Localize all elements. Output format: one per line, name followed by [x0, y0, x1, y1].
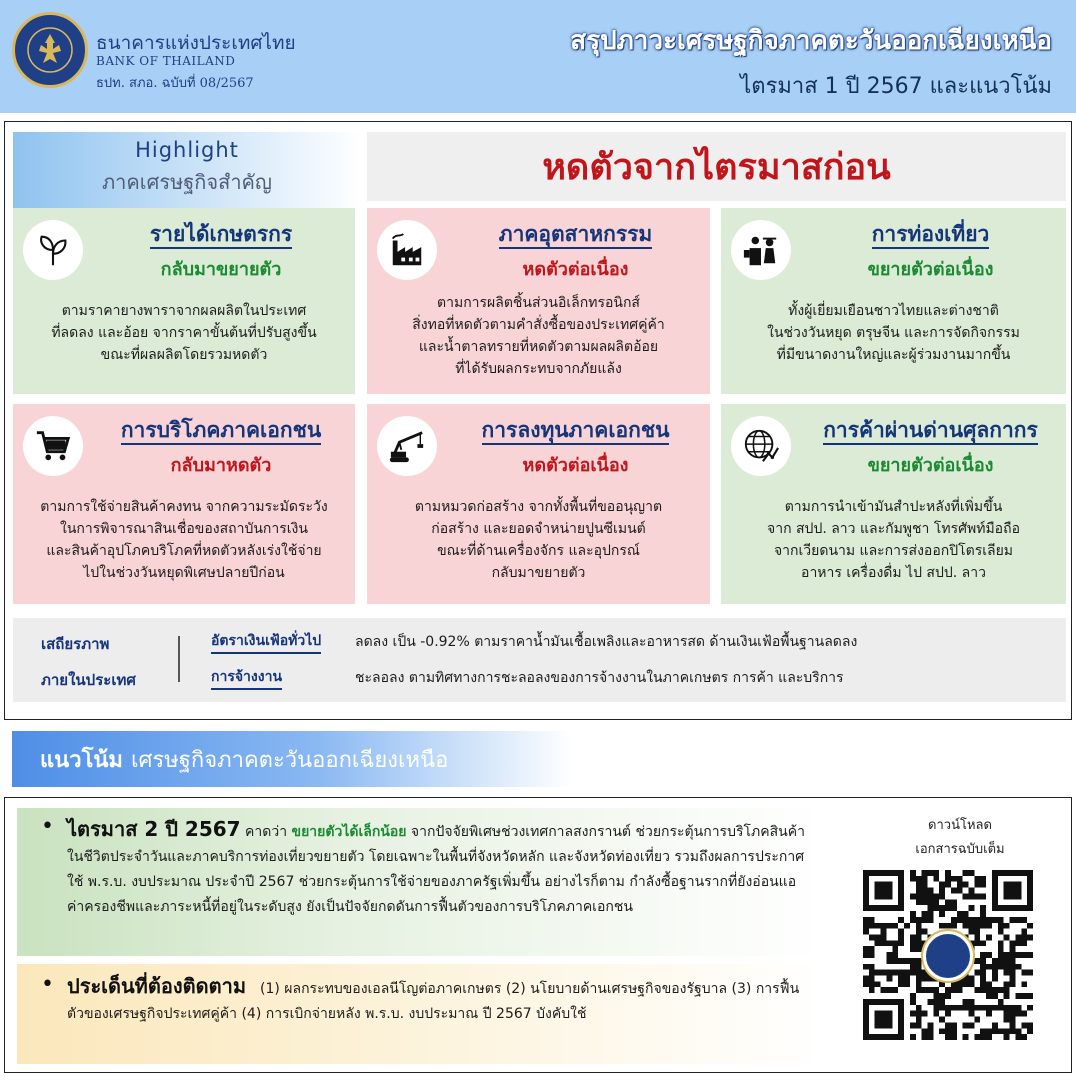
stability-label-line1: เสถียรภาพ: [41, 635, 110, 653]
domestic-stability-box: [13, 618, 1066, 702]
card-title: [447, 414, 704, 447]
tourist-icon: [731, 220, 791, 280]
card-private-investment: [367, 404, 710, 604]
outlook-q2-pre: คาดว่า: [240, 824, 292, 840]
card-body-line: ที่ได้รับผลกระทบจากภัยแล้ง: [455, 361, 622, 377]
document-number: ธปท. สภอ. ฉบับที่ 08/2567: [96, 76, 254, 91]
card-industry: [367, 208, 710, 394]
employment-label: การจ้างงาน: [211, 666, 282, 690]
inflation-text: ลดลง เป็น -0.92% ตามราคาน้ำมันเชื้อเพลิงและอาหารสด ด้านเงินเฟ้อพื้นฐานลดลง: [355, 634, 858, 650]
outlook-watch-text: [67, 974, 807, 1027]
card-body-line: ตามการใช้จ่ายสินค้าคงทน จากความระมัดระวัง: [40, 499, 328, 515]
card-body: [19, 300, 349, 366]
card-body: [373, 496, 704, 584]
card-title-text: การบริโภคภาคเอกชน: [121, 418, 321, 445]
outlook-heading-rest: เศรษฐกิจภาคตะวันออกเฉียงเหนือ: [130, 747, 449, 773]
download-label-line1: ดาวน์โหลด: [928, 818, 992, 833]
highlight-label-th: ภาคเศรษฐกิจสำคัญ: [102, 170, 272, 194]
card-body: [727, 300, 1060, 366]
card-title-text: รายได้เกษตรกร: [150, 222, 292, 249]
card-body: [727, 496, 1060, 584]
card-status: กลับมาขยายตัว: [160, 259, 282, 280]
highlight-label: [13, 132, 361, 208]
inflation-label: อัตราเงินเฟ้อทั่วไป: [211, 630, 321, 654]
card-tourism: [721, 208, 1066, 394]
card-body-line: และสินค้าอุปโภคบริโภคที่หดตัวหลังเร่งใช้จ่าย: [46, 543, 322, 559]
card-title: [801, 218, 1060, 251]
card-body-line: ขณะที่ด้านเครื่องจักร และอุปกรณ์: [437, 543, 640, 559]
outlook-watch-head: ประเด็นที่ต้องติดตาม: [67, 974, 247, 998]
card-status: ขยายตัวต่อเนื่อง: [867, 259, 994, 280]
page-subtitle: ไตรมาส 1 ปี 2567 และแนวโน้ม: [740, 74, 1052, 99]
card-body-line: สิ่งทอที่หดตัวตามคำสั่งซื้อของประเทศคู่ค้า: [412, 317, 665, 333]
card-body-line: ทั้งผู้เยี่ยมเยือนชาวไทยและต่างชาติ: [788, 303, 999, 319]
garuda-emblem-icon: [25, 25, 75, 75]
card-title: [447, 218, 704, 251]
outlook-watch-box: [17, 964, 823, 1064]
outlook-q2-head: ไตรมาส 2 ปี 2567: [67, 817, 241, 841]
card-body-line: ตามหมวดก่อสร้าง จากทั้งพื้นที่ขออนุญาต: [414, 499, 663, 515]
outlook-q2-text: [67, 817, 807, 920]
card-title-text: การลงทุนภาคเอกชน: [482, 418, 670, 445]
card-body-line: ตามการนำเข้ามันสำปะหลังที่เพิ่มขึ้น: [784, 499, 1003, 515]
shopping-cart-icon: [23, 416, 83, 476]
card-body-line: ที่ลดลง และอ้อย จากราคาขั้นต้นที่ปรับสูงขึ้น: [51, 325, 317, 341]
factory-icon: [377, 220, 437, 280]
card-title-text: ภาคอุตสาหกรรม: [499, 222, 653, 249]
bank-name-thai: ธนาคารแห่งประเทศไทย: [96, 32, 296, 54]
crane-icon: [377, 416, 437, 476]
card-status: หดตัวต่อเนื่อง: [522, 455, 629, 476]
bank-name-english: BANK OF THAILAND: [96, 54, 236, 68]
card-title: [801, 414, 1060, 447]
outlook-q2-body: จากปัจจัยพิเศษช่วงเทศกาลสงกรานต์ ช่วยกระตุ้นการบริโภคสินค้าในชีวิตประจำวันและภาคบริการท่องเที่ยวขยายตัว โดยเฉพาะในพื้นที่จังหวัดหลัก และจังหวัดท่องเที่ยว รวมถึงผลการประกาศใช้ พ.ร.บ. งบประมาณ ประจำปี 2567 ช่วยกระตุ้นการใช้จ่ายของภาครัฐเพิ่มขึ้น อย่างไรก็ตาม กำลังซื้อฐานรากที่ยังอ่อนแอ ค่าครองชีพและภาระหนี้ที่อยู่ในระดับสูง ยังเป็นปัจจัยกดดันการฟื้นตัวของการบริโภคภาคเอกชน: [67, 824, 805, 915]
card-status: หดตัวต่อเนื่อง: [522, 259, 629, 280]
divider: [178, 636, 180, 682]
card-title-text: การค้าผ่านด่านศุลกากร: [823, 418, 1038, 445]
card-body-line: จากเวียดนาม และการส่งออกปิโตรเลียม: [773, 543, 1014, 559]
outlook-heading: [12, 731, 572, 787]
highlight-panel: [4, 121, 1072, 720]
card-body-line: ที่มีขนาดงานใหญ่และผู้ร่วมงานมากขึ้น: [776, 347, 1011, 363]
globe-trade-icon: [731, 416, 791, 476]
card-private-consumption: [13, 404, 355, 604]
card-title: [93, 414, 349, 447]
bullet: •: [41, 972, 54, 997]
card-body-line: จาก สปป. ลาว และกัมพูชา โทรศัพท์มือถือ: [767, 521, 1020, 537]
card-farm-income: [13, 208, 355, 394]
plant-icon: [23, 220, 83, 280]
card-status: กลับมาหดตัว: [170, 455, 272, 476]
highlight-label-en: Highlight: [135, 138, 239, 162]
card-body-line: กลับมาขยายตัว: [491, 565, 586, 581]
card-body: [373, 292, 704, 380]
outlook-panel: [4, 797, 1072, 1073]
card-status: ขยายตัวต่อเนื่อง: [867, 455, 994, 476]
card-body-line: อาหาร เครื่องดื่ม ไป สปป. ลาว: [801, 565, 986, 581]
highlight-banner: [367, 132, 1066, 201]
download-label-line2: เอกสารฉบับเต็ม: [915, 842, 1005, 857]
stability-label-line2: ภายในประเทศ: [41, 671, 136, 689]
bullet: •: [41, 814, 54, 839]
outlook-watch-body: (1) ผลกระทบของเอลนีโญต่อภาคเกษตร (2) นโยบายด้านเศรษฐกิจของรัฐบาล (3) การฟื้นตัวของเศรษฐกิจประเทศคู่ค้า (4) การเบิกจ่ายหลัง พ.ร.บ. งบประมาณ ปี 2567 บังคับใช้: [67, 981, 800, 1022]
employment-text: ชะลอลง ตามทิศทางการชะลอลงของการจ้างงานในภาคเกษตร การค้า และบริการ: [355, 670, 844, 686]
card-body-line: ไปในช่วงวันหยุดพิเศษปลายปีก่อน: [83, 565, 285, 581]
card-body-line: ในช่วงวันหยุด ตรุษจีน และการจัดกิจกรรม: [767, 325, 1020, 341]
header: [0, 0, 1076, 113]
card-body: [19, 496, 349, 584]
outlook-heading-bold: แนวโน้ม: [40, 747, 123, 773]
card-body-line: และน้ำตาลทรายที่หดตัวตามผลผลิตอ้อย: [418, 339, 659, 355]
highlight-banner-text: หดตัวจากไตรมาสก่อน: [542, 147, 891, 188]
qr-bank-logo-icon: [923, 931, 973, 981]
card-body-line: ตามราคายางพาราจากผลผลิตในประเทศ: [61, 303, 307, 319]
outlook-q2-box: [17, 808, 823, 956]
card-title: [93, 218, 349, 251]
card-title-text: การท่องเที่ยว: [872, 222, 990, 249]
card-border-trade: [721, 404, 1066, 604]
card-body-line: ในการพิจารณาสินเชื่อของสถาบันการเงิน: [60, 521, 308, 537]
card-body-line: ก่อสร้าง และยอดจำหน่ายปูนซีเมนต์: [431, 521, 646, 537]
card-body-line: ตามการผลิตชิ้นส่วนอิเล็กทรอนิกส์: [437, 295, 640, 311]
bank-logo: [12, 12, 88, 88]
card-body-line: ขณะที่ผลผลิตโดยรวมหดตัว: [100, 347, 268, 363]
outlook-q2-highlight: ขยายตัวได้เล็กน้อย: [291, 824, 407, 840]
page-title: สรุปภาวะเศรษฐกิจภาคตะวันออกเฉียงเหนือ: [570, 26, 1052, 56]
